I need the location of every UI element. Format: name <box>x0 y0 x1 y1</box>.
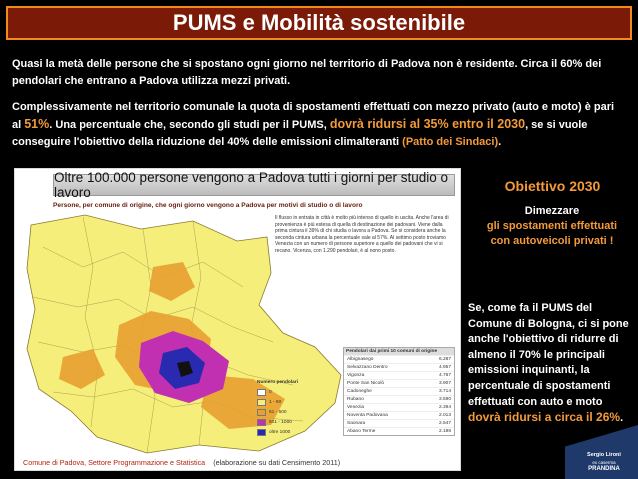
legend-item <box>257 417 298 427</box>
objective-subtitle <box>466 204 638 249</box>
legend-item <box>257 387 298 397</box>
table-cell-name: Abano Terme <box>347 429 376 434</box>
bologna-text-1: Se, come fa il PUMS del Comune di Bologna, ci si pone anche l'obiettivo di ridurre di almeno il 70% le principali emissioni inquinanti, la percentuale di spostamenti effettuati con auto e moto <box>468 302 629 408</box>
table-cell-value: 4.767 <box>438 373 451 378</box>
legend-item <box>257 407 298 417</box>
table-cell-name: Ponte San Nicolò <box>347 381 385 386</box>
bologna-highlight: dovrà ridursi a circa il 26% <box>468 410 621 425</box>
table-row <box>344 363 454 371</box>
table-cell-value: 3.590 <box>438 397 451 402</box>
table-cell-value: 2.547 <box>438 421 451 426</box>
bologna-text-2: . <box>620 412 624 425</box>
legend-label: oltre 1000 <box>269 429 291 435</box>
table-cell-name: Cadoneghe <box>347 389 372 394</box>
legend-item <box>257 427 298 437</box>
table-row <box>344 379 454 387</box>
table-row <box>344 427 454 435</box>
legend-swatch-0 <box>257 389 266 396</box>
summary-text-4: . <box>498 136 502 148</box>
objective-line-3: con autoveicoli privati ! <box>490 235 614 247</box>
figure-header: Oltre 100.000 persone vengono a Padova tutti i giorni per studio o lavoro <box>53 174 455 196</box>
table-cell-name: Albignasego <box>347 357 374 362</box>
objective-title: Obiettivo 2030 <box>504 178 601 194</box>
legend-label: 61 - 500 <box>269 409 287 415</box>
table-row <box>344 411 454 419</box>
table-cell-name: Venezia <box>347 405 365 410</box>
table-cell-name: Saonara <box>347 421 366 426</box>
figure-subtitle: Persone, per comune di origine, che ogni giorno vengono a Padova per motivi di studio o di lavoro <box>53 202 363 209</box>
legend-swatch-3 <box>257 419 266 426</box>
objective-line-2: gli spostamenti effettuati <box>486 220 618 232</box>
summary-target: dovrà ridursi al 35% entro il 2030 <box>329 117 526 131</box>
summary-text-1: Complessivamente nel territorio comunale la quota di spostamenti effettuati con mezzo privato (auto e moto) è pari al <box>12 101 615 131</box>
table-cell-value: 2.394 <box>438 405 451 410</box>
page-title: PUMS e Mobilità sostenibile <box>172 10 466 35</box>
figure-caption <box>23 458 340 467</box>
table-cell-value: 3.907 <box>438 381 451 386</box>
title-bar <box>6 6 632 40</box>
legend-label: 1 - 60 <box>269 399 282 405</box>
origin-table <box>343 347 455 436</box>
commuter-map-figure <box>14 168 461 471</box>
table-row <box>344 403 454 411</box>
author-credit <box>572 452 636 473</box>
table-cell-name: Selvazzano Dentro <box>347 365 388 370</box>
summary-percentage: 51% <box>24 117 50 131</box>
table-cell-name: Vigonza <box>347 373 365 378</box>
table-title: Pendolari dai primi 10 comuni di origine <box>344 348 454 355</box>
intro-paragraph: Quasi la metà delle persone che si spostano ogni giorno nel territorio di Padova non è residente. Circa il 60% dei pendolari che entrano a Padova utilizza mezzi privati. <box>12 58 602 87</box>
legend-swatch-1 <box>257 399 266 406</box>
table-row <box>344 419 454 427</box>
caption-source: Comune di Padova, Settore Programmazione e Statistica <box>23 458 206 467</box>
table-row <box>344 371 454 379</box>
summary-patto: (Patto dei Sindaci) <box>402 136 499 148</box>
legend-label: 0 <box>269 389 272 395</box>
table-row <box>344 355 454 363</box>
author-name: Sergio Lironi <box>587 452 621 458</box>
table-row <box>344 387 454 395</box>
summary-text-3: , se si vuole conseguire l'obiettivo della riduzione del 40% delle emissioni climalteranti <box>12 119 588 148</box>
summary-paragraph <box>12 99 622 151</box>
bologna-paragraph <box>468 301 630 427</box>
legend-swatch-2 <box>257 409 266 416</box>
caption-note: (elaborazione su dati Censimento 2011) <box>213 458 341 467</box>
legend-label: 501 - 1000 <box>269 419 292 425</box>
table-cell-value: 4.957 <box>438 365 451 370</box>
figure-description: Il flusso in entrata in città è molto più intenso di quello in uscita. Anche l'area di provenienza è più estesa di quella di destinazione dei padovani. Viene dalla prima cintura il 39% di chi studia o lavora a Padova. Se si considera anche la seconda cintura urbana la percentuale sale al 57%. Al settimo posto troviamo Venezia con un numero di persone superiore a quello dei padovani che vi si recano. Vicenza, con 1.290 pendolari, è al nono posto. <box>273 213 457 257</box>
legend-title: Numero pendolari <box>257 380 299 385</box>
table-cell-name: Noventa Padovana <box>347 413 388 418</box>
table-cell-name: Rubano <box>347 397 364 402</box>
table-cell-value: 3.714 <box>438 389 451 394</box>
author-line-3: PRANDINA <box>588 466 620 472</box>
table-row <box>344 395 454 403</box>
table-cell-value: 6.287 <box>438 357 451 362</box>
table-cell-value: 2.013 <box>438 413 451 418</box>
objective-line-1: Dimezzare <box>524 205 580 217</box>
map-legend <box>257 380 298 437</box>
legend-item <box>257 397 298 407</box>
author-line-2: ex caserma <box>592 460 616 465</box>
summary-text-2: . Una percentuale che, secondo gli studi per il PUMS, <box>49 119 330 131</box>
table-cell-value: 2.198 <box>438 429 451 434</box>
legend-swatch-4 <box>257 429 266 436</box>
